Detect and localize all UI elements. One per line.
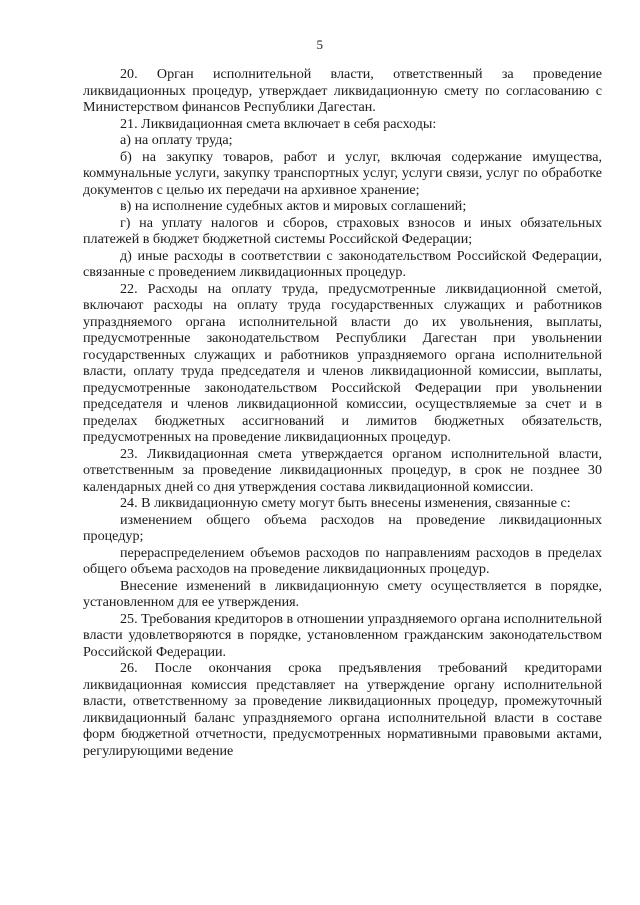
- paragraph-21: 21. Ликвидационная смета включает в себя расходы:: [120, 115, 437, 132]
- paragraph-23: 23. Ликвидационная смета утверждается органом исполнительной власти, ответственным за проведение ликвидационных процедур, в срок не позднее 30 календарных дней со дня утверждения состава ликвидационной комиссии.: [83, 445, 602, 495]
- paragraph-amendment-procedure: Внесение изменений в ликвидационную смету осуществляется в порядке, установленном для ее утверждения.: [83, 577, 602, 610]
- paragraph-24: 24. В ликвидационную смету могут быть внесены изменения, связанные с:: [120, 495, 571, 511]
- list-item-redistribution: перераспределением объемов расходов по направлениям расходов в пределах общего объема расходов на проведение ликвидационных процедур.: [83, 544, 602, 577]
- paragraph-25: 25. Требования кредиторов в отношении упраздняемого органа исполнительной власти удовлетворяются в порядке, установленном гражданским законодательством Российской Федерации.: [83, 610, 602, 660]
- list-item-d: д) иные расходы в соответствии с законодательством Российской Федерации, связанные с проведением ликвидационных процедур.: [83, 247, 602, 280]
- list-item-b: б) на закупку товаров, работ и услуг, включая содержание имущества, коммунальные услуги, закупку транспортных услуг, услуги связи, услуг по обработке документов с целью их передачи на архивное хранение;: [83, 148, 602, 198]
- list-item-g: г) на уплату налогов и сборов, страховых взносов и иных обязательных платежей в бюджет бюджетной системы Российской Федерации;: [83, 214, 602, 247]
- page-number: 5: [316, 37, 324, 52]
- list-item-a: а) на оплату труда;: [120, 132, 233, 148]
- paragraph-20: 20. Орган исполнительной власти, ответственный за проведение ликвидационных процедур, утверждает ликвидационную смету по согласованию с Министерством финансов Республики Дагестан.: [83, 66, 602, 115]
- paragraph-22: 22. Расходы на оплату труда, предусмотренные ликвидационной сметой, включают расходы на оплату труда государственных служащих и работников упраздняемого органа исполнительной власти до их увольнения, выплаты, предусмотренные законодательством Республики Дагестан при увольнении государственных служащих и работников упраздняемого органа исполнительной власти, оплату труда председателя и членов ликвидационной комиссии, выплаты, предусмотренные законодательством Российской Федерации при увольнении председателя и членов ликвидационной комиссии, осуществляемые за счет и в пределах бюджетных ассигнований и лимитов бюджетных обязательств, предусмотренных на проведение ликвидационных процедур.: [83, 280, 602, 445]
- document-body: [83, 66, 602, 759]
- paragraph-26: 26. После окончания срока предъявления требований кредиторами ликвидационная комиссия представляет на утверждение органу исполнительной власти, ответственному за проведение ликвидационных процедур, промежуточный ликвидационный баланс упраздняемого органа исполнительной власти в составе форм бюджетной отчетности, предусмотренных нормативными правовыми актами, регулирующими ведение: [83, 660, 602, 759]
- list-item-v: в) на исполнение судебных актов и мировых соглашений;: [120, 198, 467, 214]
- list-item-change-total: изменением общего объема расходов на проведение ликвидационных процедур;: [83, 511, 602, 544]
